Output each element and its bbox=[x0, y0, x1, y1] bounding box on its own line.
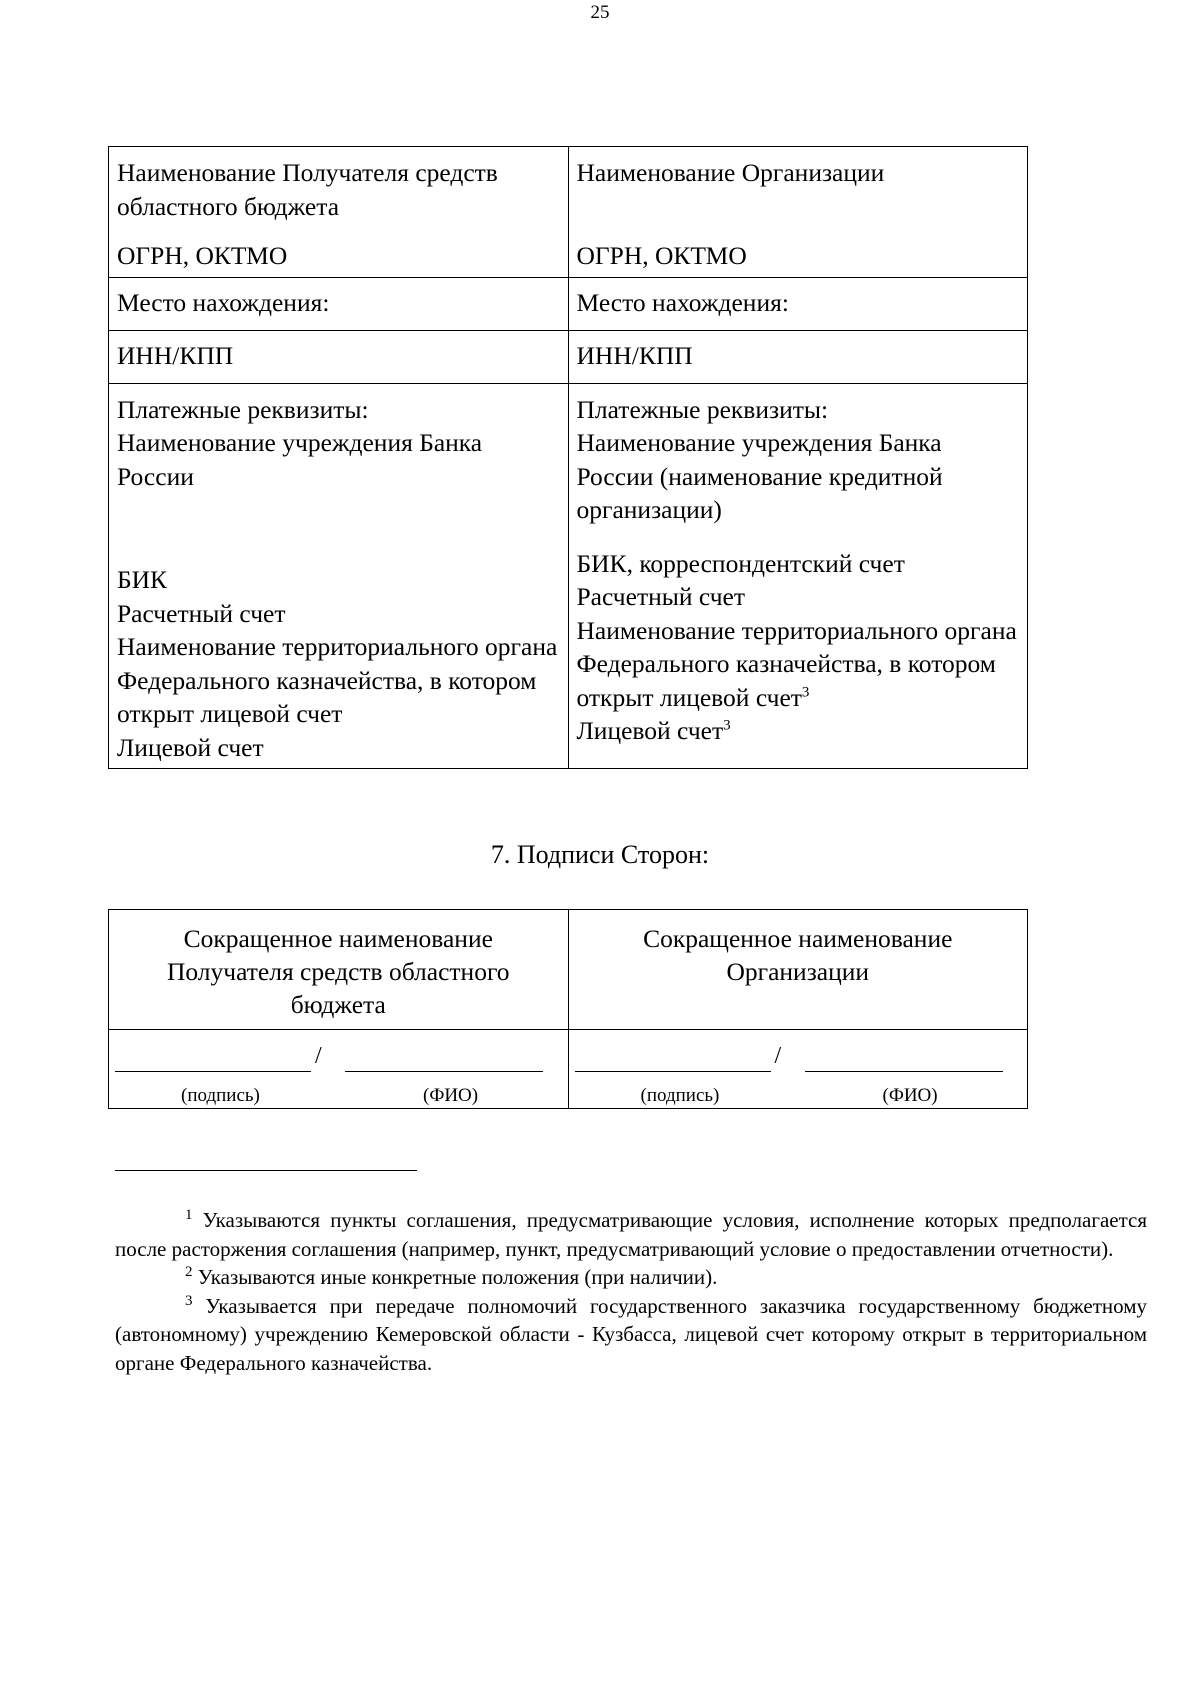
organization-fio-caption: (ФИО) bbox=[882, 1085, 938, 1106]
organization-treasury-block bbox=[577, 614, 1020, 715]
signature-separator: / bbox=[774, 1043, 782, 1069]
recipient-payment-cell bbox=[109, 383, 569, 769]
recipient-personal-account-label: Лицевой счет bbox=[117, 732, 264, 762]
table-row bbox=[109, 910, 1028, 1030]
organization-signature-line bbox=[575, 1071, 771, 1072]
table-row bbox=[109, 383, 1028, 769]
table-row bbox=[109, 330, 1028, 383]
recipient-bank-label: Наименование учреждения Банка России bbox=[117, 428, 483, 491]
footnote-ref: 3 bbox=[723, 717, 731, 734]
organization-location-label: Место нахождения: bbox=[576, 287, 789, 317]
organization-account-label: Расчетный счет bbox=[576, 582, 745, 611]
table-row bbox=[109, 147, 1028, 278]
recipient-account-label: Расчетный счет bbox=[117, 598, 286, 628]
organization-short-name-cell bbox=[568, 910, 1028, 1030]
recipient-signature-caption: (подпись) bbox=[181, 1085, 260, 1106]
recipient-fio-caption: (ФИО) bbox=[423, 1085, 479, 1106]
recipient-location-cell bbox=[109, 277, 569, 330]
organization-bik-label: БИК, корреспондентский счет bbox=[576, 548, 905, 578]
page-number: 25 bbox=[590, 2, 610, 23]
recipient-fio-line bbox=[345, 1071, 543, 1072]
footnotes bbox=[115, 1206, 1147, 1377]
recipient-ogrn-label: ОГРН, ОКТМО bbox=[117, 241, 288, 270]
footnote-1 bbox=[115, 1206, 1147, 1263]
footnote-number: 3 bbox=[185, 1292, 193, 1309]
organization-personal-account-label: Лицевой счет bbox=[576, 716, 724, 745]
organization-fio-line bbox=[805, 1071, 1003, 1072]
recipient-name-label: Наименование Получателя средств областного бюджета bbox=[117, 158, 498, 221]
organization-short-name-label: Сокращенное наименование Организации bbox=[643, 924, 953, 986]
requisites-table bbox=[108, 146, 1028, 769]
organization-personal-account-block bbox=[577, 714, 1020, 748]
signatures-heading: 7. Подписи Сторон: bbox=[490, 840, 710, 869]
organization-payment-cell bbox=[568, 383, 1028, 769]
organization-name-cell bbox=[568, 147, 1028, 278]
signatures-table bbox=[108, 909, 1028, 1109]
footnote-number: 2 bbox=[185, 1264, 193, 1280]
recipient-location-label: Место нахождения: bbox=[117, 287, 330, 317]
organization-name-label: Наименование Организации bbox=[576, 158, 885, 187]
organization-location-cell bbox=[568, 277, 1028, 330]
recipient-short-name-label: Сокращенное наименование Получателя средств областного бюджета bbox=[166, 924, 510, 1019]
footnote-ref: 3 bbox=[801, 684, 810, 700]
footnote-3 bbox=[115, 1292, 1147, 1378]
footnote-number: 1 bbox=[185, 1207, 193, 1223]
recipient-inn-cell bbox=[109, 330, 569, 383]
footnote-separator bbox=[115, 1170, 417, 1171]
recipient-name-cell bbox=[109, 147, 569, 278]
organization-ogrn-label: ОГРН, ОКТМО bbox=[576, 240, 747, 270]
organization-signature-cell bbox=[568, 1030, 1028, 1109]
recipient-bik-label: БИК bbox=[117, 565, 168, 594]
table-row bbox=[109, 1030, 1028, 1109]
footnote-text: Указываются иные конкретные положения (при наличии). bbox=[197, 1265, 718, 1289]
organization-bank-label: Наименование учреждения Банка России (наименование кредитной организации) bbox=[576, 428, 943, 524]
organization-payment-title: Платежные реквизиты: bbox=[576, 394, 829, 424]
recipient-signature-cell bbox=[109, 1030, 569, 1109]
footnote-2 bbox=[115, 1263, 1147, 1292]
footnote-text: Указывается при передаче полномочий государственного заказчика государственному бюджетному (автономному) учреждению Кемеровской области - Кузбасса, лицевой счет которому открыт в территориальном органе Федерального казначейства. bbox=[115, 1293, 1147, 1375]
recipient-short-name-cell bbox=[109, 910, 569, 1030]
recipient-inn-label: ИНН/КПП bbox=[117, 340, 234, 370]
recipient-signature-line bbox=[115, 1071, 311, 1072]
recipient-treasury-label: Наименование территориального органа Федерального казначейства, в котором открыт лицевой счет bbox=[117, 632, 558, 728]
signature-separator: / bbox=[315, 1043, 322, 1069]
organization-treasury-label: Наименование территориального органа Федерального казначейства, в котором открыт лицевой счет bbox=[576, 615, 1017, 712]
table-row bbox=[109, 277, 1028, 330]
organization-inn-label: ИНН/КПП bbox=[576, 340, 693, 370]
recipient-payment-title: Платежные реквизиты: bbox=[117, 394, 369, 424]
footnote-text: Указываются пункты соглашения, предусматривающие условия, исполнение которых предполагается после расторжения соглашения (например, пункт, предусматривающий условие о предоставлении отчетности). bbox=[115, 1208, 1147, 1261]
organization-inn-cell bbox=[568, 330, 1028, 383]
organization-signature-caption: (подпись) bbox=[640, 1085, 720, 1106]
